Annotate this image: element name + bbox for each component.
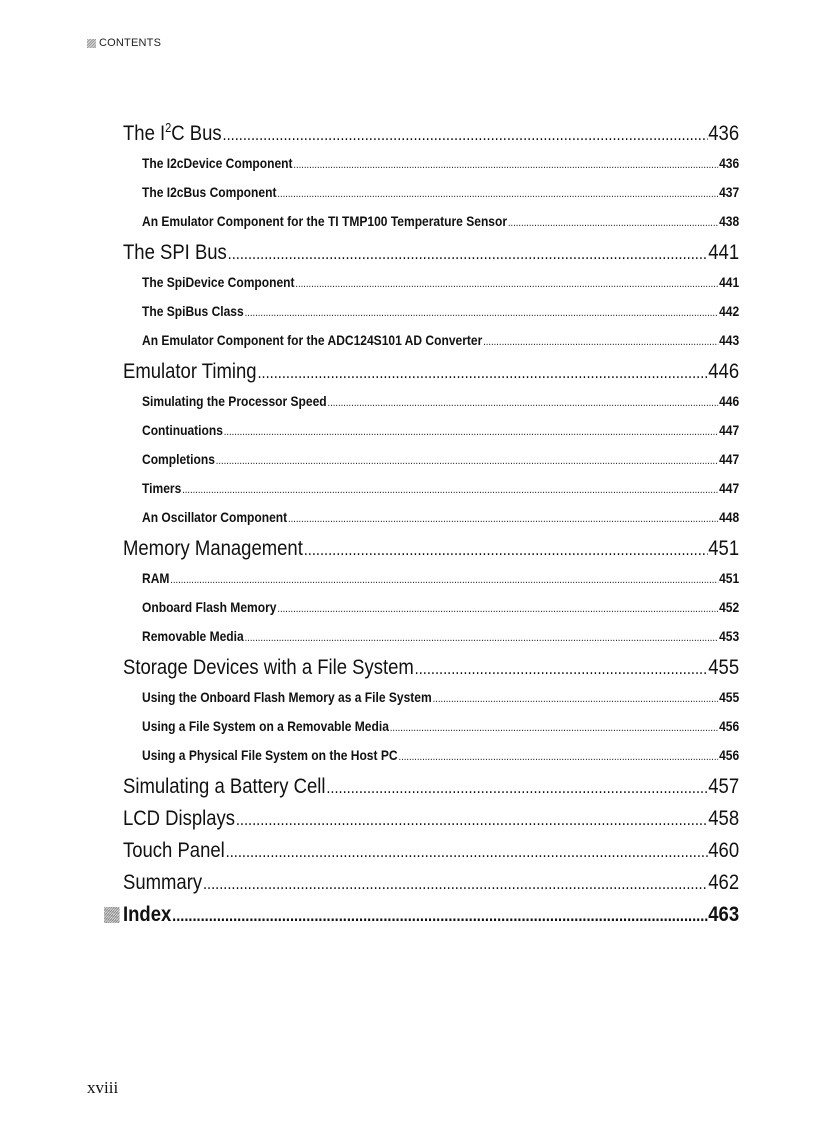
toc-entry-title: Simulating the Processor Speed bbox=[142, 393, 327, 409]
toc-entry-page: 441 bbox=[719, 274, 740, 290]
dot-leader bbox=[245, 622, 719, 653]
toc-entry-title: Touch Panel bbox=[123, 838, 225, 862]
toc-entry-title: The SPI Bus bbox=[123, 240, 227, 264]
toc-entry-title: An Oscillator Component bbox=[142, 509, 288, 525]
toc-section-entry[interactable] bbox=[142, 387, 739, 416]
toc-entry-title: Using a File System on a Removable Media bbox=[142, 718, 389, 734]
dot-leader bbox=[293, 149, 718, 180]
toc-entry-page: 455 bbox=[708, 655, 740, 679]
toc-entry-title: Memory Management bbox=[123, 536, 303, 560]
toc-entry-page: 443 bbox=[719, 332, 740, 348]
toc-entry-page: 455 bbox=[719, 689, 740, 705]
toc-entry-page: 453 bbox=[719, 628, 740, 644]
toc-entry-title: Emulator Timing bbox=[123, 359, 257, 383]
toc-entry-title: Continuations bbox=[142, 422, 223, 438]
toc-entry-page: 447 bbox=[719, 422, 740, 438]
dot-leader bbox=[224, 416, 718, 447]
toc-chapter-entry[interactable] bbox=[123, 651, 739, 683]
toc-section-entry[interactable] bbox=[142, 503, 739, 532]
toc-index-entry[interactable] bbox=[123, 898, 739, 930]
toc-entry-title: An Emulator Component for the TI TMP100 Temperature Sensor bbox=[142, 213, 508, 229]
toc-section-entry[interactable] bbox=[142, 741, 739, 770]
dot-leader bbox=[228, 236, 708, 270]
toc-entry-page: 462 bbox=[708, 870, 740, 894]
dot-leader bbox=[433, 683, 719, 714]
toc-entry-title-part: The I bbox=[123, 121, 166, 145]
dot-leader bbox=[182, 474, 718, 505]
toc-entry-title: Timers bbox=[142, 480, 182, 496]
toc-entry-page: 438 bbox=[719, 213, 740, 229]
dot-leader bbox=[172, 898, 707, 932]
toc-entry-title bbox=[123, 117, 222, 149]
toc-entry-title: Completions bbox=[142, 451, 215, 467]
toc-section-entry[interactable] bbox=[142, 268, 739, 297]
toc-entry-page: 460 bbox=[708, 838, 740, 862]
section-marker-icon bbox=[87, 39, 96, 48]
dot-leader bbox=[223, 117, 708, 151]
toc-entry-title: Summary bbox=[123, 870, 203, 894]
dot-leader bbox=[398, 741, 718, 772]
toc-section-entry[interactable] bbox=[142, 712, 739, 741]
dot-leader bbox=[326, 770, 707, 804]
toc-entry-page: 446 bbox=[708, 359, 740, 383]
toc-entry-page: 456 bbox=[719, 747, 740, 763]
toc-entry-title: Using the Onboard Flash Memory as a File System bbox=[142, 689, 432, 705]
toc-section-entry[interactable] bbox=[142, 207, 739, 236]
dot-leader bbox=[304, 532, 708, 566]
toc-entry-page: 446 bbox=[719, 393, 740, 409]
toc-entry-page: 456 bbox=[719, 718, 740, 734]
dot-leader bbox=[170, 564, 718, 595]
toc-entry-page: 436 bbox=[708, 121, 740, 145]
toc-entry-title: Removable Media bbox=[142, 628, 244, 644]
toc-section-entry[interactable] bbox=[142, 683, 739, 712]
index-marker-icon bbox=[104, 907, 119, 923]
dot-leader bbox=[508, 207, 718, 238]
toc-entry-page: 451 bbox=[708, 536, 740, 560]
toc-section-entry[interactable] bbox=[142, 178, 739, 207]
toc-chapter-entry[interactable] bbox=[123, 834, 739, 866]
dot-leader bbox=[288, 503, 718, 534]
toc-chapter-entry[interactable] bbox=[123, 236, 739, 268]
toc-entry-title-part: C Bus bbox=[171, 121, 222, 145]
toc-section-entry[interactable] bbox=[142, 326, 739, 355]
toc-entry-title: RAM bbox=[142, 570, 170, 586]
toc-entry-page: 437 bbox=[719, 184, 740, 200]
toc-chapter-entry[interactable] bbox=[123, 770, 739, 802]
toc-entry-title: An Emulator Component for the ADC124S101 AD Converter bbox=[142, 332, 483, 348]
running-head-label: CONTENTS bbox=[99, 37, 162, 49]
toc-section-entry[interactable] bbox=[142, 474, 739, 503]
toc-entry-title: Onboard Flash Memory bbox=[142, 599, 277, 615]
toc-chapter-entry[interactable] bbox=[123, 866, 739, 898]
dot-leader bbox=[390, 712, 718, 743]
toc-section-entry[interactable] bbox=[142, 149, 739, 178]
running-head bbox=[87, 37, 161, 49]
toc-entry-title: The SpiBus Class bbox=[142, 303, 244, 319]
toc-entry-title: The I2cBus Component bbox=[142, 184, 277, 200]
dot-leader bbox=[483, 326, 718, 357]
toc-section-entry[interactable] bbox=[142, 416, 739, 445]
toc-entry-page: 463 bbox=[708, 902, 740, 926]
toc-chapter-entry[interactable] bbox=[123, 802, 739, 834]
toc-entry-title: The I2cDevice Component bbox=[142, 155, 293, 171]
toc-chapter-entry[interactable] bbox=[123, 532, 739, 564]
dot-leader bbox=[236, 802, 708, 836]
toc-entry-page: 458 bbox=[708, 806, 740, 830]
toc-entry-page: 451 bbox=[719, 570, 740, 586]
dot-leader bbox=[415, 651, 708, 685]
toc-entry-title: Using a Physical File System on the Host PC bbox=[142, 747, 398, 763]
toc-entry-page: 452 bbox=[719, 599, 740, 615]
dot-leader bbox=[226, 834, 708, 868]
page-number: xviii bbox=[87, 1078, 119, 1097]
toc-chapter-entry[interactable] bbox=[123, 117, 739, 149]
toc-chapter-entry[interactable] bbox=[123, 355, 739, 387]
toc-entry-page: 442 bbox=[719, 303, 740, 319]
toc-entry-title-superscript: 2 bbox=[165, 119, 172, 135]
toc-entry-title: Storage Devices with a File System bbox=[123, 655, 414, 679]
toc-entry-page: 441 bbox=[708, 240, 740, 264]
toc-section-entry[interactable] bbox=[142, 622, 739, 651]
toc-entry-title: Simulating a Battery Cell bbox=[123, 774, 326, 798]
dot-leader bbox=[257, 355, 707, 389]
dot-leader bbox=[216, 445, 718, 476]
dot-leader bbox=[245, 297, 719, 328]
dot-leader bbox=[295, 268, 718, 299]
toc-entry-title: Index bbox=[123, 902, 172, 926]
toc-entry-title: The SpiDevice Component bbox=[142, 274, 295, 290]
toc-entry-page: 447 bbox=[719, 451, 740, 467]
toc-entry-title: LCD Displays bbox=[123, 806, 236, 830]
dot-leader bbox=[277, 593, 718, 624]
toc-entry-page: 448 bbox=[719, 509, 740, 525]
toc-entry-page: 457 bbox=[708, 774, 740, 798]
toc-entry-page: 436 bbox=[719, 155, 740, 171]
toc-section-entry[interactable] bbox=[142, 564, 739, 593]
toc-section-entry[interactable] bbox=[142, 297, 739, 326]
dot-leader bbox=[328, 387, 719, 418]
toc-entry-page: 447 bbox=[719, 480, 740, 496]
dot-leader bbox=[203, 866, 707, 900]
toc-section-entry[interactable] bbox=[142, 445, 739, 474]
dot-leader bbox=[277, 178, 718, 209]
toc-section-entry[interactable] bbox=[142, 593, 739, 622]
table-of-contents bbox=[123, 117, 739, 930]
